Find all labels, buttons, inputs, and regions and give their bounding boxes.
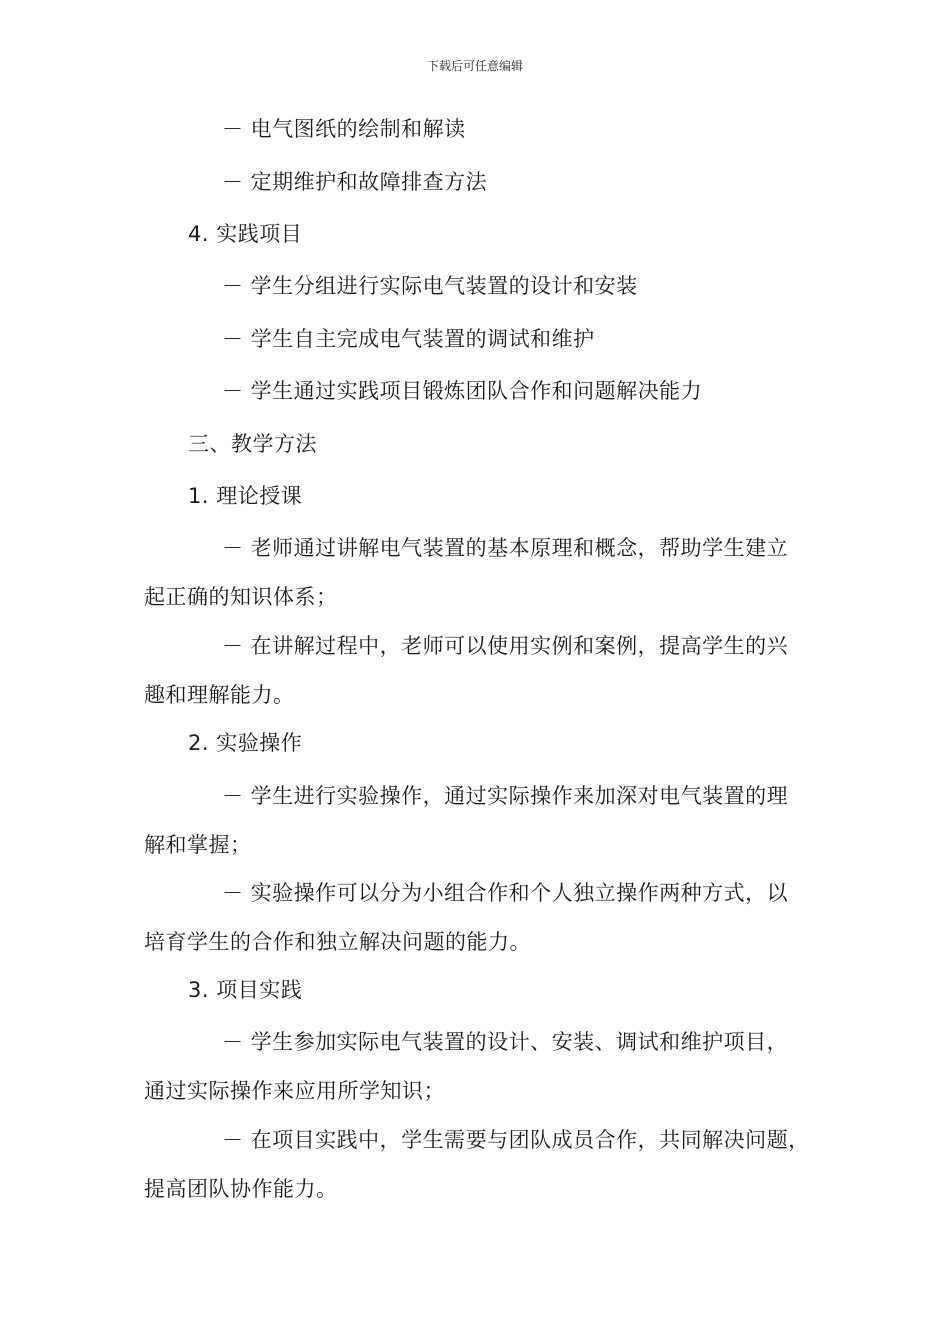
paragraph-line: 趣和理解能力。	[144, 683, 295, 707]
paragraph-line: 提高团队协作能力。	[144, 1177, 338, 1201]
list-item: － 定期维护和故障排查方法	[222, 170, 488, 194]
paragraph-line: － 实验操作可以分为小组合作和个人独立操作两种方式，以	[222, 881, 789, 905]
list-item: － 学生分组进行实际电气装置的设计和安装	[222, 274, 638, 298]
paragraph-line: － 在项目实践中，学生需要与团队成员合作，共同解决问题，	[222, 1128, 810, 1152]
paragraph	[144, 524, 814, 622]
section-heading: 2. 实验操作	[188, 731, 303, 755]
section-heading: 1. 理论授课	[188, 484, 303, 508]
list-item: － 学生通过实践项目锻炼团队合作和问题解决能力	[222, 379, 703, 403]
paragraph	[144, 1018, 814, 1116]
paragraph-line: 培育学生的合作和独立解决问题的能力。	[144, 930, 531, 954]
section-heading: 4. 实践项目	[188, 222, 303, 246]
paragraph-line: － 学生参加实际电气装置的设计、安装、调试和维护项目，	[222, 1030, 789, 1054]
list-item: － 学生自主完成电气装置的调试和维护	[222, 327, 595, 351]
page-header: 下载后可任意编辑	[426, 59, 523, 73]
list-item: － 电气图纸的绘制和解读	[222, 117, 466, 141]
paragraph	[144, 869, 814, 967]
paragraph	[144, 1116, 814, 1214]
section-heading: 3. 项目实践	[188, 978, 303, 1002]
paragraph-line: 通过实际操作来应用所学知识；	[144, 1079, 445, 1103]
paragraph-line: － 学生进行实验操作，通过实际操作来加深对电气装置的理	[222, 784, 789, 808]
paragraph-line: － 在讲解过程中，老师可以使用实例和案例，提高学生的兴	[222, 634, 789, 658]
chapter-heading: 三、教学方法	[188, 432, 317, 456]
paragraph-line: 起正确的知识体系；	[144, 585, 338, 609]
paragraph	[144, 622, 814, 720]
paragraph	[144, 772, 814, 870]
paragraph-line: － 老师通过讲解电气装置的基本原理和概念，帮助学生建立	[222, 536, 789, 560]
paragraph-line: 解和掌握；	[144, 833, 252, 857]
